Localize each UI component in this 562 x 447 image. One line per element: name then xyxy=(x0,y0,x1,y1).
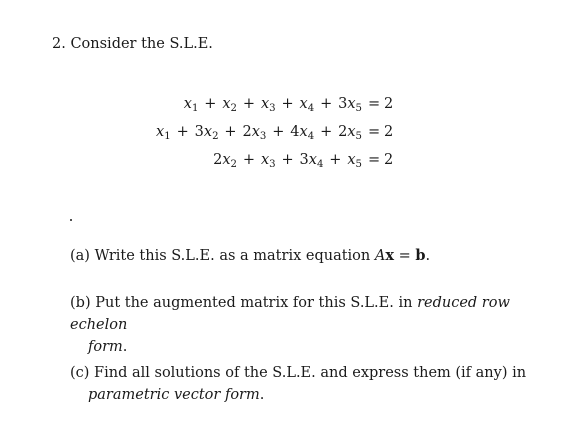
equation-term xyxy=(156,124,171,143)
term-coefficient: 3 xyxy=(194,124,204,140)
part-a-equals: = xyxy=(394,248,416,264)
term-subscript: 2 xyxy=(212,131,219,143)
equation-operator: + xyxy=(317,96,336,112)
equation-operator: + xyxy=(201,96,220,112)
term-coefficient: 2 xyxy=(213,152,223,168)
part-c-label: (c) xyxy=(70,365,90,381)
term-coefficient: 4 xyxy=(290,124,300,140)
equation-operator: + xyxy=(278,152,297,168)
part-a-matrix-A: A xyxy=(374,248,386,264)
part-b-period: . xyxy=(122,339,128,355)
stray-dot xyxy=(70,219,72,221)
term-subscript: 2 xyxy=(230,103,237,115)
equation-term xyxy=(290,124,315,143)
equation-operator: + xyxy=(221,124,240,140)
term-coefficient: 3 xyxy=(299,152,309,168)
term-variable: x xyxy=(222,96,231,112)
equation-term xyxy=(222,96,237,115)
problem-number: 2. xyxy=(52,36,66,52)
part-b xyxy=(70,292,530,358)
term-subscript: 3 xyxy=(269,159,276,171)
term-subscript: 4 xyxy=(307,131,315,143)
equation-operator: + xyxy=(326,152,345,168)
term-variable: x xyxy=(347,152,356,168)
part-b-text: Put the augmented matrix for this S.L.E. in xyxy=(95,295,418,311)
equation-operator: + xyxy=(269,124,288,140)
term-subscript: 5 xyxy=(355,159,362,171)
equation-term xyxy=(213,152,237,171)
term-variable: x xyxy=(251,124,260,140)
term-subscript: 4 xyxy=(316,159,324,171)
equation-term xyxy=(260,96,276,115)
equation-term xyxy=(194,124,219,143)
part-c-emph: parametric vector form xyxy=(88,387,260,403)
term-subscript: 3 xyxy=(259,131,267,143)
problem-heading xyxy=(52,36,213,52)
equation-operator: + xyxy=(317,124,336,140)
problem-intro: Consider the S.L.E. xyxy=(70,36,213,52)
equation-lhs xyxy=(213,152,362,174)
part-b-emph-1: reduced row echelon xyxy=(70,295,510,333)
term-coefficient: 2 xyxy=(338,124,348,140)
equals-sign: = xyxy=(368,124,381,140)
term-subscript: 4 xyxy=(307,103,315,115)
term-subscript: 3 xyxy=(269,103,276,115)
term-variable: x xyxy=(347,124,356,140)
equation-term xyxy=(347,152,362,171)
term-coefficient: 3 xyxy=(338,96,348,112)
equation-rhs: 2 xyxy=(384,152,394,168)
term-variable: x xyxy=(308,152,317,168)
equation-row xyxy=(0,96,562,118)
equation-term xyxy=(260,152,276,171)
equation-lhs xyxy=(184,96,362,118)
part-a-vector-x: x xyxy=(385,247,394,264)
equation-term xyxy=(338,96,362,115)
term-subscript: 2 xyxy=(230,159,237,171)
equation-operator: + xyxy=(239,152,258,168)
equals-sign: = xyxy=(368,96,381,112)
equation-row xyxy=(0,124,562,146)
term-subscript: 5 xyxy=(355,103,362,115)
equation-rhs: 2 xyxy=(384,96,394,112)
term-variable: x xyxy=(156,124,165,140)
part-a-label: (a) xyxy=(70,248,90,264)
term-subscript: 1 xyxy=(191,103,199,115)
part-b-label: (b) xyxy=(70,295,91,311)
equation-term xyxy=(242,124,267,143)
part-a xyxy=(70,245,530,267)
equation-term xyxy=(338,124,362,143)
equation-rhs: 2 xyxy=(384,124,394,140)
part-c xyxy=(70,362,530,406)
equation-lhs xyxy=(156,124,362,146)
part-c-period: . xyxy=(259,387,265,403)
term-subscript: 5 xyxy=(355,131,362,143)
part-a-period: . xyxy=(425,248,431,264)
equation-term xyxy=(299,96,315,115)
equation-operator: + xyxy=(278,96,297,112)
term-variable: x xyxy=(203,124,213,140)
term-variable: x xyxy=(347,96,356,112)
term-variable: x xyxy=(260,152,270,168)
equation-term xyxy=(299,152,324,171)
term-variable: x xyxy=(183,96,192,112)
equation-operator: + xyxy=(173,124,192,140)
part-a-text: Write this S.L.E. as a matrix equation xyxy=(94,248,375,264)
equals-sign: = xyxy=(368,152,381,168)
part-c-text: Find all solutions of the S.L.E. and express them (if any) in xyxy=(94,365,527,381)
term-subscript: 1 xyxy=(164,131,171,143)
part-a-vector-b: b xyxy=(415,247,426,264)
term-variable: x xyxy=(299,124,308,140)
part-b-emph-2: form xyxy=(88,339,123,355)
term-coefficient: 2 xyxy=(242,124,252,140)
equation-row xyxy=(0,152,562,174)
term-variable: x xyxy=(299,96,308,112)
term-variable: x xyxy=(222,152,231,168)
equation-term xyxy=(183,96,199,115)
term-variable: x xyxy=(260,96,270,112)
equation-operator: + xyxy=(239,96,258,112)
